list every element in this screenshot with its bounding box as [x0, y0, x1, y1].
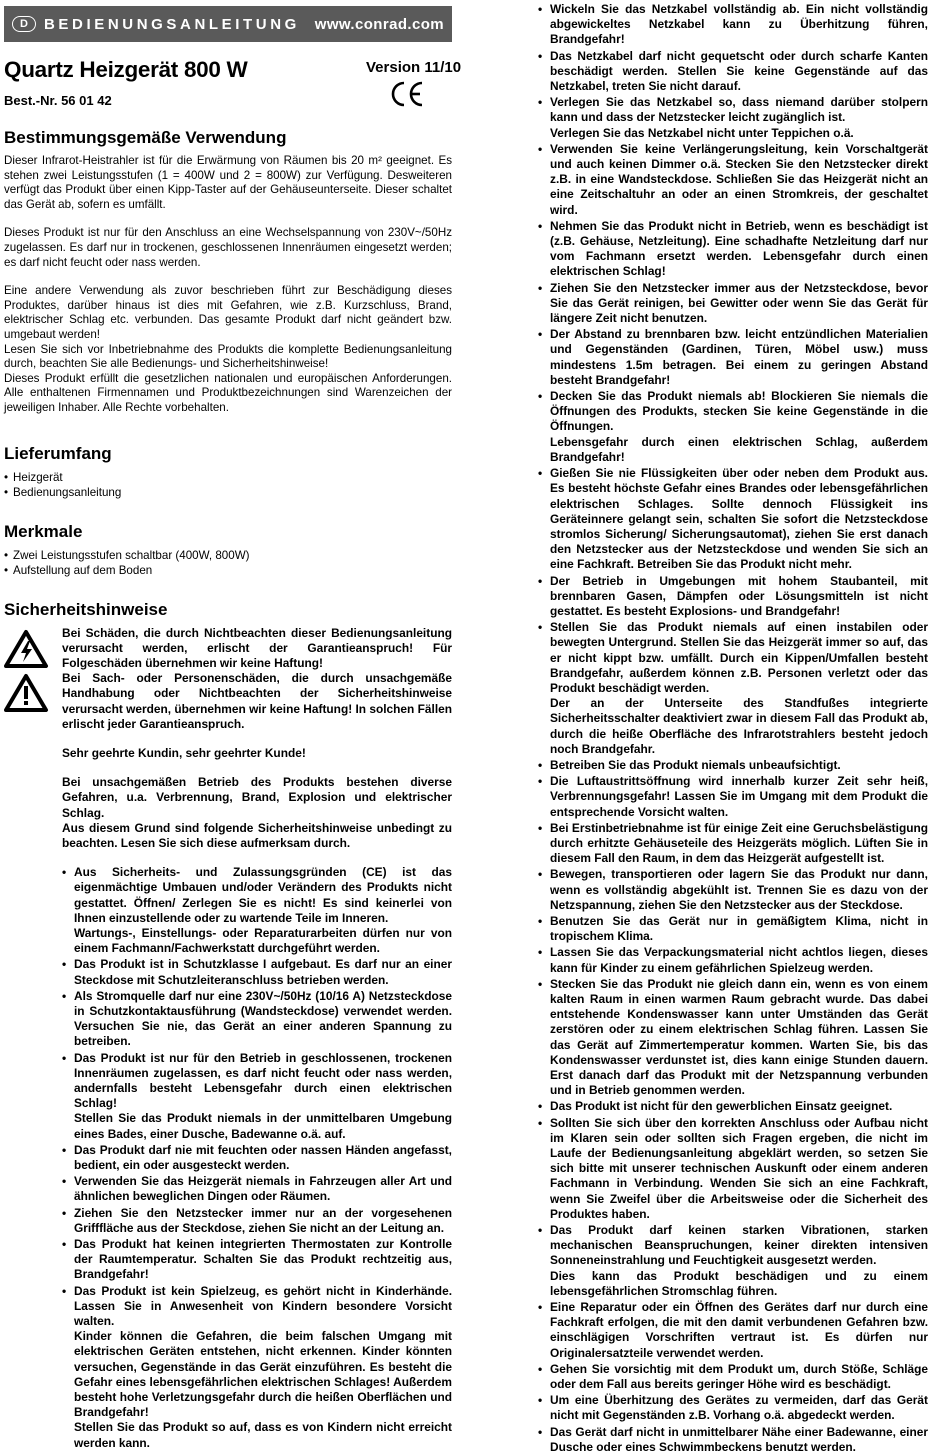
right-column: [538, 2, 928, 1456]
list-item: • Das Produkt darf nie mit feuchten oder nassen Händen angefasst, bedient, ein oder ausgesteckt werden.: [62, 1143, 452, 1173]
list-item: • Eine Reparatur oder ein Öffnen des Gerätes darf nur durch eine Fachkraft erfolgen, die mit den damit verbundenen Gefahren bzw. einschlägigen Vorschriften vertraut ist. Es dürfen nur Originalersatzteile verwendet werden.: [538, 1300, 928, 1361]
greeting: Sehr geehrte Kundin, sehr geehrter Kunde!: [62, 745, 306, 760]
list-item: • Betreiben Sie das Produkt niemals unbeaufsichtigt.: [538, 758, 928, 773]
list-item: • Verwenden Sie keine Verlängerungsleitung, kein Vorschaltgerät und auch keinen Dimmer o.ä. Stecken Sie den Netzstecker direkt z.B. in eine Wandsteckdose. Schließen Sie das Heizgerät nicht an eine Zeitschaltuhr an oder an einen Stromkreis, der geschaltet wird.: [538, 142, 928, 218]
list-item: • Verwenden Sie das Heizgerät niemals in Fahrzeugen aller Art und ähnlichen beweglichen Dingen oder Räumen.: [62, 1174, 452, 1204]
list-item: • Gießen Sie nie Flüssigkeiten über oder neben dem Produkt aus. Es besteht höchste Gefahr eines Brandes oder lebensgefährlichen elektrischen Schlages. Sollte dennoch Flüssigkeit ins Geräteinnere gelangt sein, schalten Sie sofort die Netzsteckdose stromlos Sicherung/ Sicherungsautomat), ziehen Sie erst danach den Netzstecker aus der Netzsteckdose und wenden Sie sich an eine Fachkraft. Betreiben Sie das Produkt nicht mehr.: [538, 466, 928, 572]
list-item: • Das Produkt ist kein Spielzeug, es gehört nicht in Kinderhände. Lassen Sie in Anwesenheit von Kindern besondere Vorsicht walten. Kinder können die Gefahren, die beim falschen Umgang mit elektrischen Geräten entstehen, nicht erkennen. Kinder könnten versuchen, Gegenstände in das Gerät einzuführen. Es besteht die Gefahr eines lebensgefährlichen elektrischen Schlages! Außerdem besteht hohe Verletzungsgefahr durch die heißen Oberflächen und Brandgefahr! Stellen Sie das Produkt so auf, dass es von Kindern nicht erreicht werden kann.: [62, 1284, 452, 1451]
warning-text: Bei Sach- oder Personenschäden, die durch unsachgemäße Handhabung oder Nichtbeachten der Sicherheitshinweise verursacht werden, übernehmen wir keine Haftung! In solchen Fällen erlischt jeder Garantieanspruch.: [62, 671, 452, 731]
list-item: • Nehmen Sie das Produkt nicht in Betrieb, wenn es beschädigt ist (z.B. Gehäuse, Netzleitung). Eine schadhafte Netzleitung darf nur vom Fachmann ersetzt werden. Lebensgefahr durch einen elektrischen Schlag!: [538, 219, 928, 280]
safety-intro: Aus diesem Grund sind folgende Sicherheitshinweise unbedingt zu beachten. Lesen Sie sich diese aufmerksam durch.: [62, 820, 452, 850]
list-item: • Benutzen Sie das Gerät nur in gemäßigtem Klima, nicht in tropischem Klima.: [538, 914, 928, 944]
list-item: • Bewegen, transportieren oder lagern Sie das Produkt nur dann, wenn es vollständig abgekühlt ist. Trennen Sie es dazu von der Netzspannung, ziehen Sie den Netzstecker aus der Steckdose.: [538, 867, 928, 913]
list-item: • Aus Sicherheits- und Zulassungsgründen (CE) ist das eigenmächtige Umbauen und/oder Verändern des Produkts nicht gestattet. Öffnen/ Zerlegen Sie es nicht! Es sind keinerlei von Ihnen einzustellende oder zu wartende Teile im Inneren. Wartungs-, Einstellungs- oder Reparaturarbeiten dürfen nur von einem Fachmann/Fachwerkstatt durchgeführt werden.: [62, 865, 452, 956]
ce-mark-icon: [388, 80, 428, 108]
features-list: [4, 548, 452, 578]
list-item: • Heizgerät: [4, 470, 452, 485]
usage-paragraph: Dieser Infrarot-Heistrahler ist für die Erwärmung von Räumen bis 20 m² geeignet. Es stehen zwei Leistungsstufen (1 = 400W und 2 = 800W) zur Verfügung. Desweiteren verfügt das Produkt über einen Kipp-Taster auf der Gehäuseunterseite. Dieser schaltet das Gerät ab, sofern es umfällt.: [4, 154, 452, 211]
list-item: • Als Stromquelle darf nur eine 230V~/50Hz (10/16 A) Netzsteckdose in Schutzkontaktausführung (Wandsteckdose) verwendet werden. Versuchen Sie nie, das Gerät an einer anderen Spannung zu betreiben.: [62, 989, 452, 1050]
list-item: • Bedienungsanleitung: [4, 485, 452, 500]
usage-paragraph: Eine andere Verwendung als zuvor beschrieben führt zur Beschädigung dieses Produktes, darüber hinaus ist dies mit Gefahren, wie z.B. Kurzschluss, Brand, elektrischer Schlag etc. verbunden. Das gesamte Produkt darf nicht geändert bzw. umgebaut werden!: [4, 284, 452, 341]
list-item: • Das Produkt hat keinen integrierten Thermostaten zur Kontrolle der Raumtemperatur. Schalten Sie das Produkt rechtzeitig aus, Brandgefahr!: [62, 1237, 452, 1283]
list-item: • Um eine Überhitzung des Gerätes zu vermeiden, darf das Gerät nicht mit Gegenständen z.B. Vorhang o.ä. abgedeckt werden.: [538, 1393, 928, 1423]
section-heading-safety: Sicherheitshinweise: [4, 599, 168, 619]
list-item: • Das Netzkabel darf nicht gequetscht oder durch scharfe Kanten beschädigt werden. Stellen Sie keine Gegenstände auf das Netzkabel, treten Sie nicht darauf.: [538, 49, 928, 95]
usage-paragraph: Dieses Produkt erfüllt die gesetzlichen nationalen und europäischen Anforderungen. Alle enthaltenen Firmennamen und Produktbezeichnungen sind Warenzeichen der jeweiligen Inhaber. Alle Rechte vorbehalten.: [4, 371, 452, 414]
usage-paragraph: Dieses Produkt ist nur für den Anschluss an eine Wechselspannung von 230V~/50Hz zugelassen. Es darf nur in trockenen, geschlossenen Innenräumen eingesetzt werden; es darf nicht feucht oder nass werden.: [4, 226, 452, 269]
list-item: • Decken Sie das Produkt niemals ab! Blockieren Sie niemals die Öffnungen des Produkts, stecken Sie keine Gegenstände in die Öffnungen. Lebensgefahr durch einen elektrischen Schlag, außerdem Brandgefahr!: [538, 389, 928, 465]
safety-list-right: [538, 2, 928, 1455]
list-item: • Das Produkt ist nicht für den gewerblichen Einsatz geeignet.: [538, 1099, 928, 1114]
header-title: BEDIENUNGSANLEITUNG: [44, 15, 300, 33]
version-label: Version 11/10: [366, 59, 462, 76]
order-number: Best.-Nr. 56 01 42: [4, 93, 112, 108]
left-column: [4, 128, 452, 1452]
warning-text: Bei Schäden, die durch Nichtbeachten dieser Bedienungsanleitung verursacht werden, erlischt der Garantieanspruch! Für Folgeschäden übernehmen wir keine Haftung!: [62, 625, 452, 670]
header-bar: [4, 6, 452, 42]
list-item: • Stecken Sie das Produkt nie gleich dann ein, wenn es von einem kalten Raum in einen warmen Raum gebracht wurde. Das dabei entstehende Kondenswasser kann unter Umständen das Gerät zerstören oder zu einem elektrischen Schlag führen. Lassen Sie das Gerät auf Zimmertemperatur kommen. Warten Sie, bis das Kondenswasser verdunstet ist, dies kann einige Stunden dauern. Erst danach darf das Produkt mit der Netzspannung verbunden und in Betrieb genommen werden.: [538, 977, 928, 1099]
list-item: • Wickeln Sie das Netzkabel vollständig ab. Ein nicht vollständig abgewickeltes Netzkabel kann zu Überhitzung führen, Brandgefahr!: [538, 2, 928, 48]
section-heading-usage: Bestimmungsgemäße Verwendung: [4, 128, 287, 147]
list-item: • Das Produkt darf keinen starken Vibrationen, starken mechanischen Beanspruchungen, keiner direkten intensiven Sonneneinstrahlung und Feuchtigkeit ausgesetzt werden. Dies kann das Produkt beschädigen und zu einem lebensgefährlichen Stromschlag führen.: [538, 1223, 928, 1299]
warning-icons: [4, 626, 62, 852]
language-badge: D: [12, 16, 36, 32]
list-item: • Der Abstand zu brennbaren bzw. leicht entzündlichen Materialien und Gegenständen (Gardinen, Türen, Möbel usw.) muss mindestens 1.5m betragen. Bei einem zu geringen Abstand besteht Brandgefahr!: [538, 327, 928, 388]
usage-paragraph: Lesen Sie sich vor Inbetriebnahme des Produkts die komplette Bedienungsanleitung durch, beachten Sie alle Bedienungs- und Sicherheitshinweise!: [4, 342, 452, 371]
warning-icon: [4, 674, 48, 712]
section-heading-delivery: Lieferumfang: [4, 443, 112, 463]
list-item: • Das Gerät darf nicht in unmittelbarer Nähe einer Badewanne, einer Dusche oder eines Schwimmbeckens benutzt werden.: [538, 1425, 928, 1455]
safety-intro: Bei unsachgemäßen Betrieb des Produkts bestehen diverse Gefahren, u.a. Verbrennung, Brand, Explosion und elektrischer Schlag.: [62, 775, 452, 820]
list-item: • Gehen Sie vorsichtig mit dem Produkt um, durch Stöße, Schläge oder dem Fall aus bereits geringer Höhe wird es beschädigt.: [538, 1362, 928, 1392]
list-item: • Ziehen Sie den Netzstecker immer aus der Netzsteckdose, bevor Sie das Gerät reinigen, bei Gewitter oder wenn Sie das Gerät für längere Zeit nicht benutzen.: [538, 281, 928, 327]
electric-hazard-icon: [4, 630, 48, 668]
delivery-list: [4, 470, 452, 500]
list-item: • Das Produkt ist nur für den Betrieb in geschlossenen, trockenen Innenräumen zugelassen, es darf nicht feucht oder nass werden, andernfalls besteht Lebensgefahr durch einen elektrischen Schlag! Stellen Sie das Produkt niemals in der unmittelbaren Umgebung eines Bades, einer Dusche, Badewanne o.ä. auf.: [62, 1051, 452, 1142]
list-item: • Bei Erstinbetriebnahme ist für einige Zeit eine Geruchsbelästigung durch erhitzte Gehäuseteile des Heizgeräts möglich. Lüften Sie in diesem Fall den Raum, in dem das Heizgerät aufgestellt ist.: [538, 821, 928, 867]
list-item: • Ziehen Sie den Netzstecker immer nur an der vorgesehenen Grifffläche aus der Steckdose, ziehen Sie nicht an der Leitung an.: [62, 1206, 452, 1236]
safety-list-left: [62, 865, 452, 1451]
list-item: • Das Produkt ist in Schutzklasse I aufgebaut. Es darf nur an einer Steckdose mit Schutzleiteranschluss betrieben werden.: [62, 957, 452, 987]
list-item: • Verlegen Sie das Netzkabel so, dass niemand darüber stolpern kann und dass der Netzstecker leicht zugänglich ist. Verlegen Sie das Netzkabel nicht unter Teppichen o.ä.: [538, 95, 928, 141]
list-item: • Lassen Sie das Verpackungsmaterial nicht achtlos liegen, dieses kann für Kinder zu einem gefährlichen Spielzeug werden.: [538, 945, 928, 975]
list-item: • Der Betrieb in Umgebungen mit hohem Staubanteil, mit brennbaren Gasen, Dämpfen oder Lösungsmitteln ist nicht gestattet. Es besteht Explosions- und Brandgefahr!: [538, 574, 928, 620]
list-item: • Sollten Sie sich über den korrekten Anschluss oder Aufbau nicht im Klaren sein oder sollten sich Fragen ergeben, die nicht im Laufe der Bedienungsanleitung abgeklärt werden, so setzen Sie sich bitte mit unserer technischen Auskunft oder einem anderen Fachmann in Verbindung. Wenden Sie sich an eine Fachkraft, wenn Sie Zweifel über die Arbeitsweise oder die Sicherheit des Produktes haben.: [538, 1116, 928, 1222]
list-item: • Aufstellung auf dem Boden: [4, 563, 452, 578]
list-item: • Zwei Leistungsstufen schaltbar (400W, 800W): [4, 548, 452, 563]
section-heading-features: Merkmale: [4, 521, 83, 541]
list-item: • Stellen Sie das Produkt niemals auf einen instabilen oder bewegten Untergrund. Stellen Sie das Heizgerät immer so auf, das er nicht kippt bzw. umfällt. Durch ein Kippen/Umfallen besteht Brandgefahr, außerdem können z.B. Personen verletzt oder das Produkt beschädigt werden. Der an der Unterseite des Standfußes integrierte Sicherheitsschalter deaktiviert zwar in diesem Fall das Produkt ab, durch die heiße Oberfläche des Infrarotstrahlers besteht jedoch noch Brandgefahr.: [538, 620, 928, 757]
header-url[interactable]: www.conrad.com: [314, 15, 444, 33]
product-title: Quartz Heizgerät 800 W: [4, 57, 248, 82]
safety-warnings: [4, 626, 452, 852]
list-item: • Die Luftaustrittsöffnung wird innerhalb kurzer Zeit sehr heiß, Verbrennungsgefahr! Lassen Sie im Umgang mit dem Produkt die entsprechende Vorsicht walten.: [538, 774, 928, 820]
